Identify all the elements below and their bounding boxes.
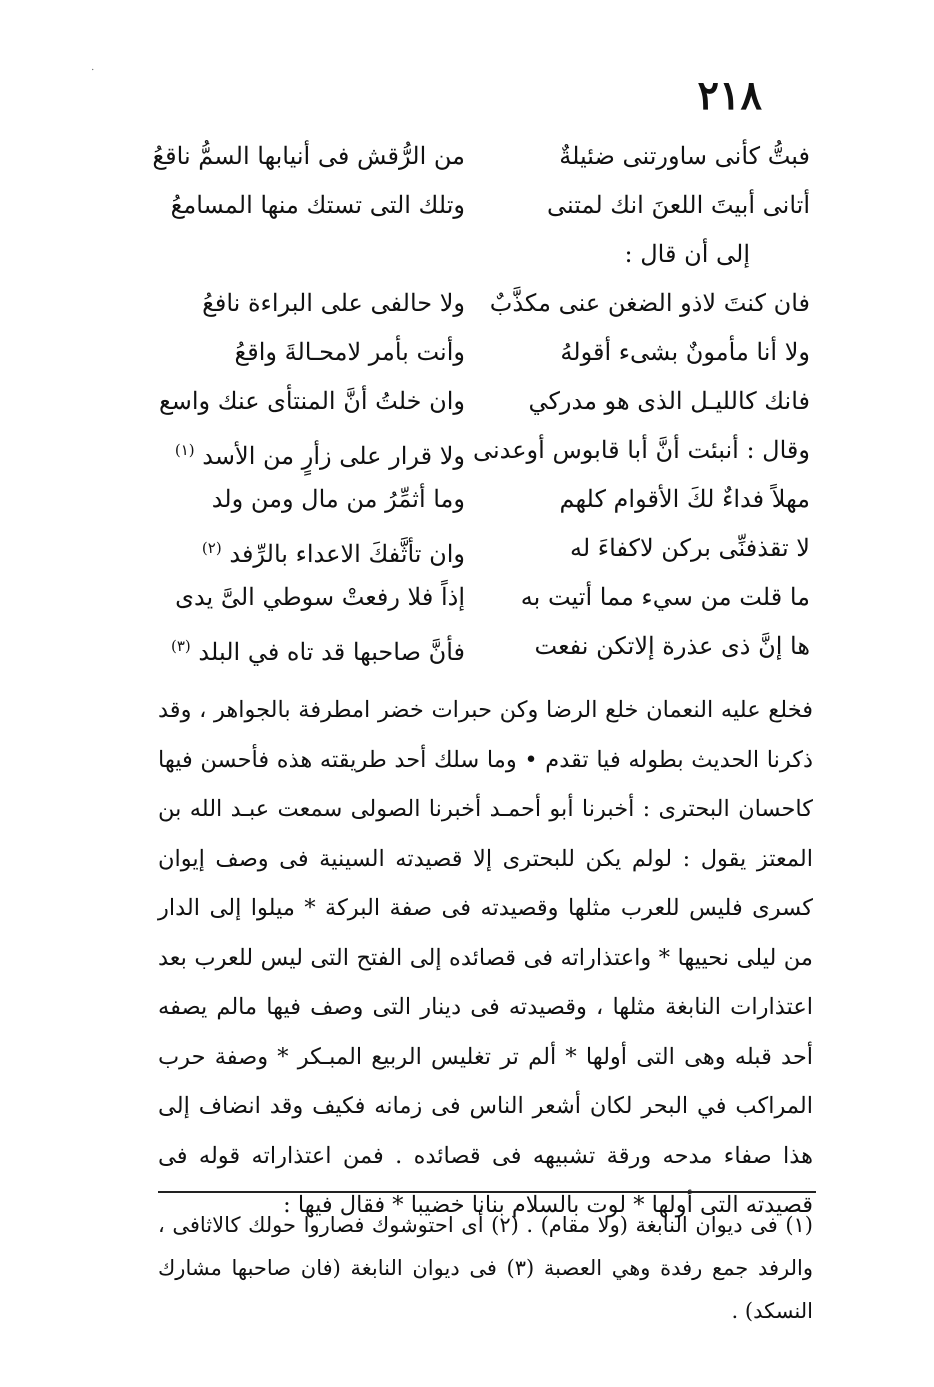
footnote-text: (١) فى ديوان النابغة (ولا مقام) . (٢) أى احتوشوك فصاروا حولك كالاثافى ، والرفد جمع رفدة وهي العصبة (٣) فى ديوان النابغة (فان صاحبها مشارك النسكد) .: [158, 1213, 813, 1323]
verse-first-hemistich: ها إنَّ ذى عذرة إلاتكن نفعت: [534, 632, 810, 660]
verse: [150, 577, 810, 626]
verse: [150, 430, 810, 479]
verse-text: وان تأثَّفكَ الاعداء بالرِّفد: [229, 540, 465, 568]
poem-verses: [150, 136, 810, 675]
verse-first-hemistich: ولا أنا مأمونٌ بشىء أقولهُ: [560, 338, 810, 366]
verse-second-hemistich: [150, 626, 465, 672]
footnote-marker: (١): [174, 441, 195, 459]
verse-second-hemistich: إذاً فلا رفعتْ سوطي الىَّ يدى: [175, 583, 465, 611]
page-number: ٢١٨: [697, 72, 762, 119]
verse-second-hemistich: وأنت بأمر لامحـالةَ واقعُ: [234, 338, 465, 366]
verse: [150, 283, 810, 332]
verse-first-hemistich: مهلاً فداءٌ لكَ الأقوام كلهم: [559, 485, 810, 513]
paper-speck: ⸱: [91, 65, 94, 76]
prose-body: [158, 686, 813, 1231]
verse-text: ولا قرار على زأرٍ من الأسد: [202, 442, 465, 470]
verse-first-hemistich: ما قلت من سيء مما أتيت به: [520, 583, 810, 611]
verse-second-hemistich: ولا حالفى على البراءة نافعُ: [202, 289, 465, 317]
footnote-marker: (٣): [171, 637, 191, 655]
verse: [150, 381, 810, 430]
footnote-divider: [158, 1191, 816, 1193]
verse-first-hemistich: فان كنتَ لاذو الضغن عنى مكذَّبٌ: [489, 289, 810, 317]
verse-text: فأنَّ صاحبها قد تاه في البلد: [198, 638, 465, 666]
verse-second-hemistich: وان خلتُ أنَّ المنتأى عنك واسع: [158, 387, 465, 415]
verse-second-hemistich: [150, 528, 465, 574]
verse: [150, 332, 810, 381]
verse-second-hemistich: وتلك التى تستك منها المسامعُ: [170, 191, 465, 219]
verse: [150, 479, 810, 528]
verse-second-hemistich: من الرُّقش فى أنيابها السمُّ ناقعُ: [152, 142, 465, 170]
verse-first-hemistich: وقال : أنبئت أنَّ أبا قابوس أوعدنى: [472, 436, 810, 464]
intro-line: إلى أن قال :: [624, 240, 750, 268]
verse: [150, 528, 810, 577]
verse-first-hemistich: فبتُّ كأنى ساورتنى ضئيلةٌ: [559, 142, 810, 170]
verse-second-hemistich: [150, 430, 465, 476]
verse: [150, 626, 810, 675]
verse-intro: [150, 234, 810, 283]
footnotes: [158, 1204, 813, 1333]
footnote-marker: (٢): [201, 539, 222, 557]
verse-first-hemistich: فانك كالليـل الذى هو مدركي: [528, 387, 810, 415]
verse: [150, 185, 810, 234]
verse-second-hemistich: وما أثمِّرُ من مال ومن ولد: [211, 485, 465, 513]
prose-paragraph: فخلع عليه النعمان خلع الرضا وكن حبرات خضر امطرفة بالجواهر ، وقد ذكرنا الحديث بطوله فيا تقدم • وما سلك أحد طريقته هذه فأحسن فيها كاحسان البحترى : أخبرنا أبو أحمـد أخبرنا الصولى سمعت عبـد الله بن المعتز يقول : لولم يكن للبحترى إلا قصيدته السينية فى وصف إيوان كسرى فليس للعرب مثلها وقصيدته فى صفة البركة * ميلوا إلى الدار من ليلى نحييها * واعتذاراته فى قصائده إلى الفتح التى ليس للعرب بعد اعتذارات النابغة مثلها ، وقصيدته فى دينار التى وصف فيها مالم يصفه أحد قبله وهى التى أولها * ألم تر تغليس الربيع المبـكر * وصفة حرب المراكب في البحر لكان أشعر الناس فى زمانه فكيف وقد انضاف إلى هذا صفاء مدحه ورقة تشبيهه فى قصائده . فمن اعتذاراته قوله فى قصيدته التى أولها * لوت بالسلام بنانا خضيبا * فقال فيها :: [158, 697, 813, 1218]
verse: [150, 136, 810, 185]
verse-first-hemistich: أتانى أبيتَ اللعنَ انك لمتنى: [546, 191, 810, 219]
verse-first-hemistich: لا تقذفنِّى بركن لاكفاءَ له: [570, 534, 810, 562]
